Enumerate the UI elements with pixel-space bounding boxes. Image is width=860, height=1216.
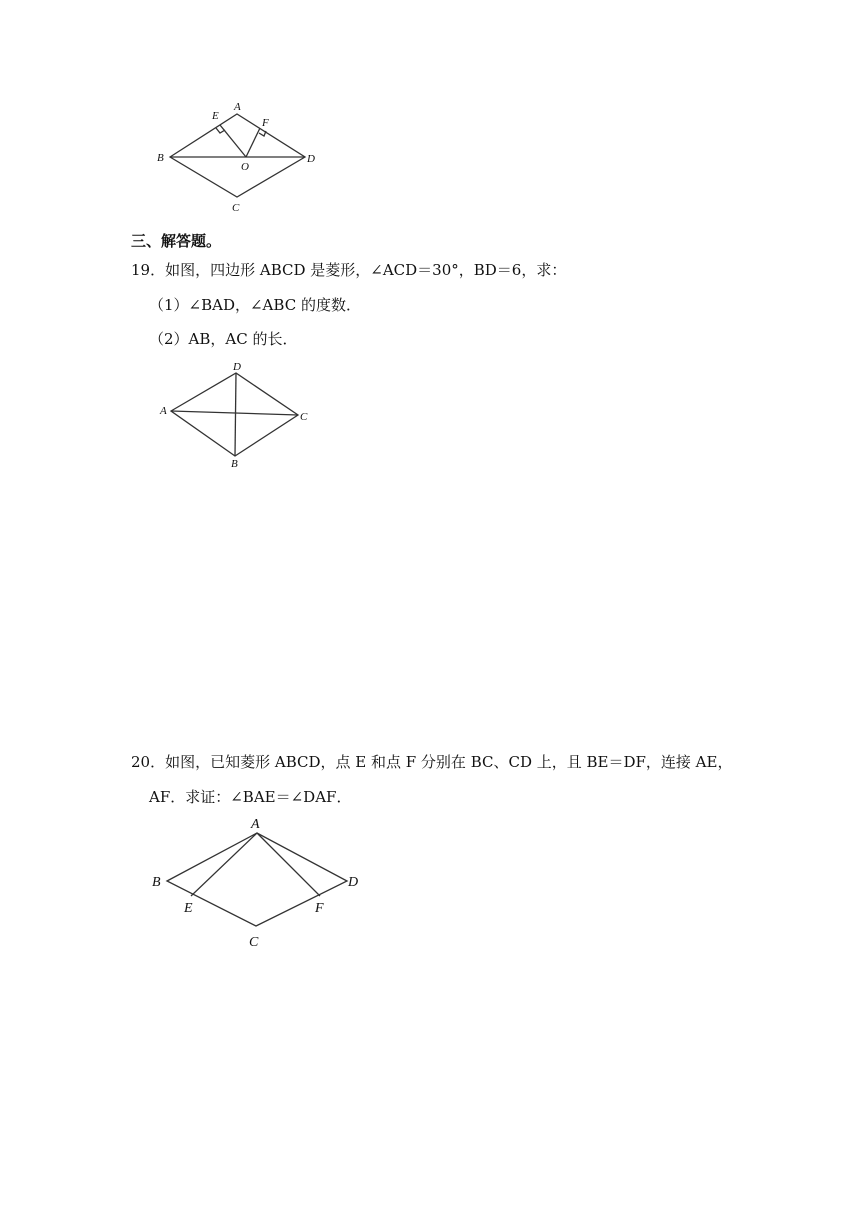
label-a: A	[160, 405, 167, 417]
label-b: B	[231, 458, 238, 470]
label-c: C	[300, 411, 308, 423]
figure-rhombus-perpendiculars	[150, 95, 330, 220]
figure-rhombus-ae-af-svg	[145, 812, 370, 952]
q19-part1: （1）∠BAD，∠ABC 的度数．	[149, 296, 361, 314]
diagonal-ac	[171, 411, 298, 415]
label-a: A	[251, 817, 260, 832]
diagonal-bd	[235, 373, 236, 456]
figure-rhombus-diagonals-svg	[155, 358, 320, 473]
segment-ae	[191, 833, 257, 896]
label-o: O	[241, 161, 249, 173]
label-b: B	[152, 875, 161, 890]
figure-rhombus-diagonals	[155, 358, 320, 473]
figure-rhombus-ae-af	[145, 812, 370, 952]
label-c: C	[249, 935, 259, 950]
segment-of	[246, 128, 260, 157]
segment-oe	[220, 125, 246, 157]
label-e: E	[212, 110, 219, 122]
label-c: C	[232, 202, 240, 214]
q19-part2: （2）AB，AC 的长．	[149, 330, 298, 348]
label-e: E	[184, 901, 193, 916]
label-f: F	[262, 117, 269, 129]
label-d: D	[233, 361, 241, 373]
figure-rhombus-perpendiculars-svg	[150, 95, 330, 220]
rhombus-outline	[170, 114, 305, 197]
label-d: D	[307, 153, 315, 165]
label-f: F	[315, 901, 324, 916]
q19-stem: 19．如图，四边形 ABCD 是菱形，∠ACD＝30°，BD＝6，求：	[131, 261, 567, 279]
label-d: D	[348, 875, 359, 890]
label-a: A	[234, 101, 241, 113]
q20-line1: 20．如图，已知菱形 ABCD，点 E 和点 F 分别在 BC、CD 上，且 BE＝DF，连接 AE，	[131, 753, 733, 771]
label-b: B	[157, 152, 164, 164]
section-heading: 三、解答题。	[131, 232, 222, 250]
q20-line2: AF．求证：∠BAE＝∠DAF．	[149, 788, 352, 806]
segment-af	[257, 833, 320, 896]
